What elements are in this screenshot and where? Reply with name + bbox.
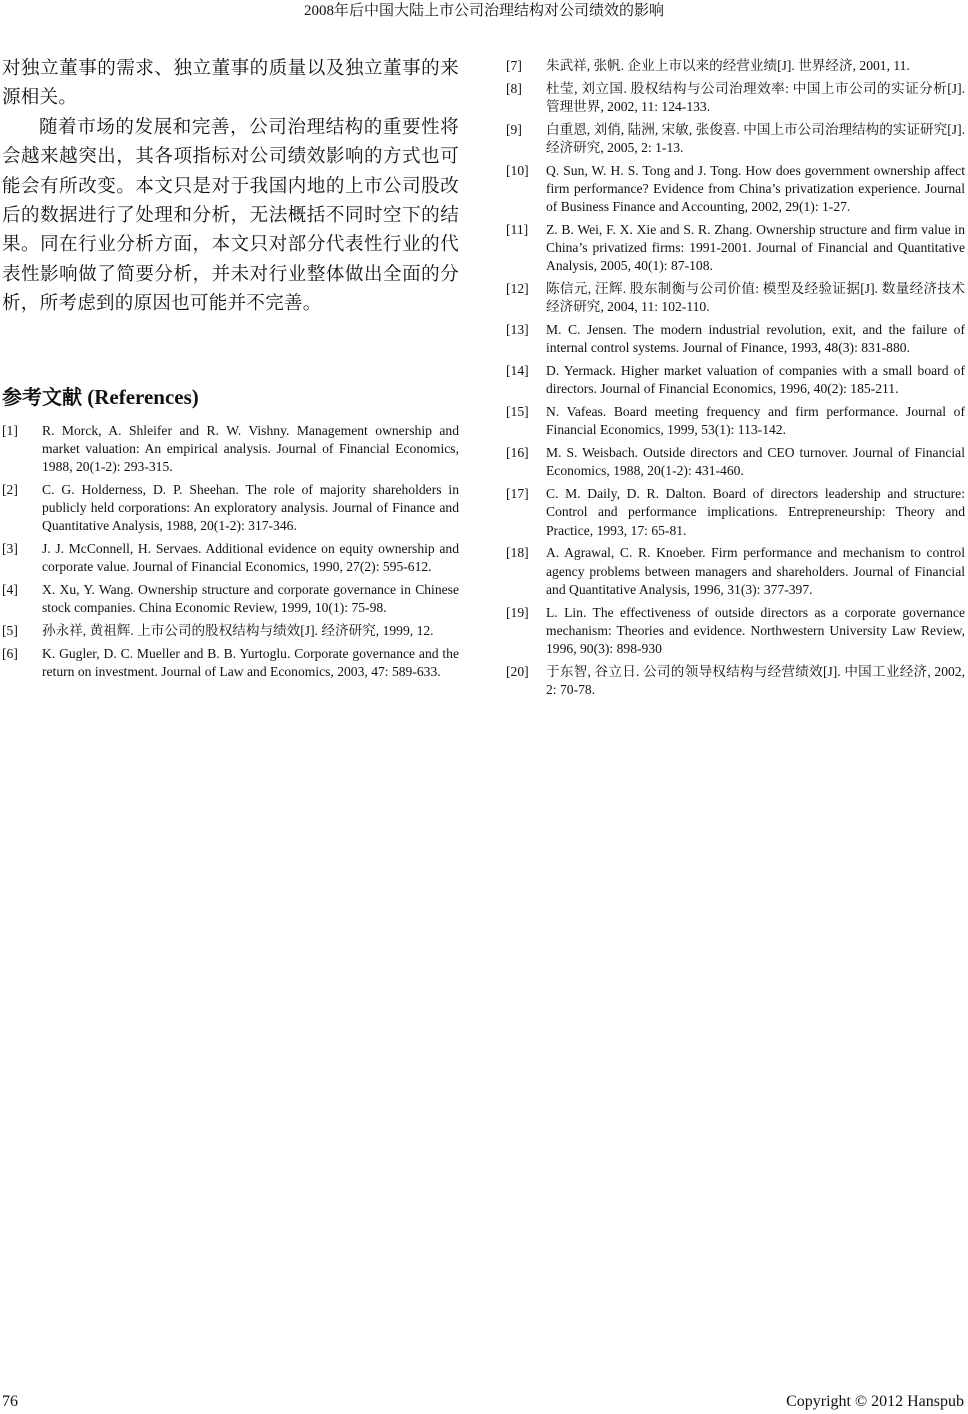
- reference-item: [506, 321, 965, 357]
- reference-number: [12]: [506, 281, 529, 297]
- reference-text: A. Agrawal, C. R. Knoeber. Firm performance and mechanism to control agency problems between managers and shareholders. Journal of Financial and Quantitative Analysis, 1996, 31(3): 377-397.: [546, 545, 965, 597]
- reference-number: [13]: [506, 322, 529, 338]
- reference-number: [18]: [506, 545, 529, 561]
- reference-number: [20]: [506, 663, 529, 679]
- right-column: [506, 57, 965, 704]
- reference-text: D. Yermack. Higher market valuation of companies with a small board of directors. Journal of Financial Economics, 1996, 40(2): 185-211.: [546, 363, 965, 397]
- reference-number: [2]: [2, 481, 18, 497]
- reference-number: [19]: [506, 604, 529, 620]
- reference-number: [1]: [2, 422, 18, 438]
- reference-text: C. M. Daily, D. R. Dalton. Board of directors leadership and structure: Control and performance implications. Entrepreneurship: Theory and Practice, 1993, 17: 65-81.: [546, 486, 965, 538]
- reference-item: [2, 481, 459, 536]
- reference-text: J. J. McConnell, H. Servaes. Additional evidence on equity ownership and corporate value. Journal of Financial Economics, 1990, 27(2): 595-612.: [42, 541, 459, 575]
- reference-text: 于东智, 谷立日. 公司的领导权结构与经营绩效[J]. 中国工业经济, 2002, 2: 70-78.: [546, 663, 965, 698]
- reference-text: 白重恩, 刘俏, 陆洲, 宋敏, 张俊喜. 中国上市公司治理结构的实证研究[J]. 经济研究, 2005, 2: 1-13.: [546, 121, 965, 155]
- reference-text: Q. Sun, W. H. S. Tong and J. Tong. How does government ownership affect firm performance? Evidence from China’s privatization experience. Journal of Business Finance and Accounting, 2002, 29(1): 1-27.: [546, 162, 965, 215]
- reference-text: M. C. Jensen. The modern industrial revolution, exit, and the failure of internal control systems. Journal of Finance, 1993, 48(3): 831-880.: [546, 322, 965, 356]
- copyright-notice: Copyright © 2012 Hanspub: [786, 1393, 964, 1410]
- reference-text: 杜莹, 刘立国. 股权结构与公司治理效率: 中国上市公司的实证分析[J]. 管理世界, 2002, 11: 124-133.: [546, 80, 965, 114]
- reference-item: [506, 57, 965, 75]
- reference-item: [506, 444, 965, 480]
- reference-text: 陈信元, 汪辉. 股东制衡与公司价值: 模型及经验证据[J]. 数量经济技术经济研究, 2004, 11: 102-110.: [546, 281, 965, 315]
- left-column: [2, 55, 459, 686]
- reference-item: [506, 362, 965, 398]
- references-heading-en: (References): [87, 384, 199, 409]
- reference-item: [2, 622, 459, 640]
- reference-number: [3]: [2, 541, 18, 557]
- reference-item: [506, 121, 965, 157]
- reference-text: 孙永祥, 黄祖辉. 上市公司的股权结构与绩效[J]. 经济研究, 1999, 12.: [42, 623, 434, 639]
- reference-text: L. Lin. The effectiveness of outside directors as a corporate governance mechanism: Theories and evidence. Northwestern University Law Review, 1996, 90(3): 898-930: [546, 604, 965, 657]
- body-paragraph: 随着市场的发展和完善，公司治理结构的重要性将会越来越突出，其各项指标对公司绩效影响的方式也可能会有所改变。本文只是对于我国内地的上市公司股改后的数据进行了处理和分析，无法概括不同时空下的结果。同在行业分析方面，本文只对部分代表性行业的代表性影响做了简要分析，并未对行业整体做出全面的分析，所考虑到的原因也可能并不完善。: [2, 117, 459, 315]
- reference-number: [16]: [506, 445, 529, 461]
- reference-number: [17]: [506, 486, 529, 502]
- reference-number: [6]: [2, 645, 18, 661]
- reference-item: [506, 280, 965, 316]
- reference-item: [506, 663, 965, 699]
- reference-item: [2, 645, 459, 681]
- reference-text: K. Gugler, D. C. Mueller and B. B. Yurtoglu. Corporate governance and the return on investment. Journal of Law and Economics, 2003, 47: 589-633.: [42, 645, 459, 680]
- reference-item: [506, 80, 965, 116]
- reference-item: [506, 485, 965, 540]
- reference-item: [506, 221, 965, 276]
- reference-text: Z. B. Wei, F. X. Xie and S. R. Zhang. Ownership structure and firm value in China’s privatized firms: 1991-2001. Journal of Financial and Quantitative Analysis, 2005, 40(1): 87-108.: [546, 222, 965, 274]
- reference-number: [8]: [506, 80, 522, 96]
- reference-item: [2, 581, 459, 617]
- reference-item: [506, 544, 965, 599]
- reference-item: [2, 540, 459, 576]
- reference-number: [15]: [506, 404, 529, 420]
- reference-number: [9]: [506, 121, 522, 137]
- reference-text: C. G. Holderness, D. P. Sheehan. The role of majority shareholders in publicly held corporations: An exploratory analysis. Journal of Finance and Quantitative Analysis, 1988, 20(1-2): 317-346.: [42, 481, 459, 534]
- reference-item: [506, 403, 965, 439]
- references-heading-zh: 参考文献: [2, 384, 82, 409]
- reference-text: M. S. Weisbach. Outside directors and CEO turnover. Journal of Financial Economics, 1988, 20(1-2): 431-460.: [546, 445, 965, 479]
- reference-number: [4]: [2, 582, 18, 598]
- reference-text: X. Xu, Y. Wang. Ownership structure and corporate governance in Chinese stock companies. China Economic Review, 1999, 10(1): 75-98.: [42, 582, 459, 616]
- reference-item: [506, 604, 965, 659]
- reference-number: [7]: [506, 58, 522, 73]
- reference-item: [2, 422, 459, 477]
- reference-number: [11]: [506, 222, 529, 237]
- reference-item: [506, 162, 965, 217]
- reference-text: N. Vafeas. Board meeting frequency and firm performance. Journal of Financial Economics, 1999, 53(1): 113-142.: [546, 404, 965, 438]
- running-header: 2008年后中国大陆上市公司治理结构对公司绩效的影响: [303, 3, 664, 19]
- reference-number: [14]: [506, 363, 529, 379]
- page-number: 76: [2, 1393, 18, 1410]
- body-paragraph: 对独立董事的需求、独立董事的质量以及独立董事的来源相关。: [2, 59, 459, 109]
- reference-number: [10]: [506, 162, 529, 178]
- reference-number: [5]: [2, 623, 18, 639]
- references-heading: [2, 382, 459, 412]
- reference-text: 朱武祥, 张帆. 企业上市以来的经营业绩[J]. 世界经济, 2001, 11.: [546, 58, 910, 73]
- reference-text: R. Morck, A. Shleifer and R. W. Vishny. Management ownership and market valuation: An empirical analysis. Journal of Financial Economics, 1988, 20(1-2): 293-315.: [42, 422, 459, 475]
